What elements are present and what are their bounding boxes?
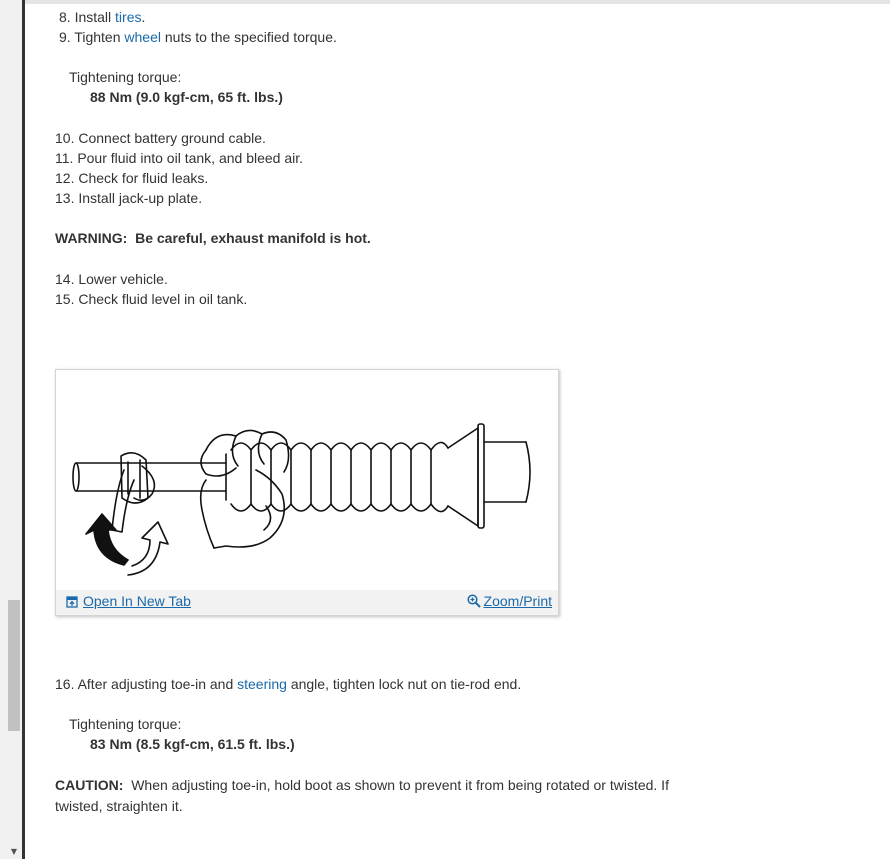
step-9	[59, 28, 337, 46]
zoom-print-label: Zoom/Print	[483, 593, 552, 609]
step-8	[59, 8, 145, 26]
step-number: 8.	[59, 9, 71, 25]
step-text-end: .	[141, 9, 146, 25]
torque-label: Tightening torque:	[69, 69, 182, 85]
caution-note	[55, 775, 695, 817]
open-in-new-tab-label: Open In New Tab	[83, 593, 191, 609]
top-edge-bar	[25, 0, 890, 4]
step-text-end: nuts to the specified torque.	[161, 29, 337, 45]
wheel-link[interactable]: wheel	[124, 29, 161, 45]
torque-value: 88 Nm (9.0 kgf-cm, 65 ft. lbs.)	[90, 89, 283, 105]
caution-label: CAUTION:	[55, 777, 124, 793]
step-text-end: angle, tighten lock nut on tie-rod end.	[286, 676, 522, 692]
step-16	[55, 675, 521, 693]
step-number: 9.	[59, 29, 71, 45]
torque-value-2: 83 Nm (8.5 kgf-cm, 61.5 ft. lbs.)	[90, 736, 295, 752]
torque-label-2: Tightening torque:	[69, 716, 182, 732]
left-divider	[22, 0, 25, 859]
tie-rod-boot-illustration[interactable]	[56, 370, 558, 590]
warning-note	[55, 229, 371, 247]
figure-container	[55, 369, 559, 616]
open-in-new-tab-icon	[66, 596, 78, 608]
tires-link[interactable]: tires	[115, 9, 142, 25]
scroll-down-arrow-icon[interactable]: ▼	[10, 847, 18, 856]
step-10: 10. Connect battery ground cable.	[55, 130, 266, 146]
step-text: Install	[74, 9, 116, 25]
figure-toolbar	[56, 590, 558, 615]
step-11: 11. Pour fluid into oil tank, and bleed air.	[55, 150, 304, 166]
scrollbar-thumb[interactable]	[8, 600, 20, 731]
step-12: 12. Check for fluid leaks.	[55, 170, 209, 186]
zoom-icon	[467, 594, 481, 608]
steering-link[interactable]: steering	[237, 676, 287, 692]
warning-label: WARNING:	[55, 230, 128, 246]
step-13: 13. Install jack-up plate.	[55, 190, 203, 206]
step-text: 16. After adjusting toe-in and	[55, 676, 238, 692]
step-14: 14. Lower vehicle.	[55, 271, 168, 287]
warning-text: Be careful, exhaust manifold is hot.	[135, 230, 371, 246]
step-text: Tighten	[74, 29, 125, 45]
open-in-new-tab-button[interactable]	[66, 593, 191, 609]
caution-text: When adjusting toe-in, hold boot as shown to prevent it from being rotated or twisted. If twisted, straighten it.	[55, 777, 669, 814]
zoom-print-button[interactable]	[467, 593, 552, 609]
step-15: 15. Check fluid level in oil tank.	[55, 291, 248, 307]
